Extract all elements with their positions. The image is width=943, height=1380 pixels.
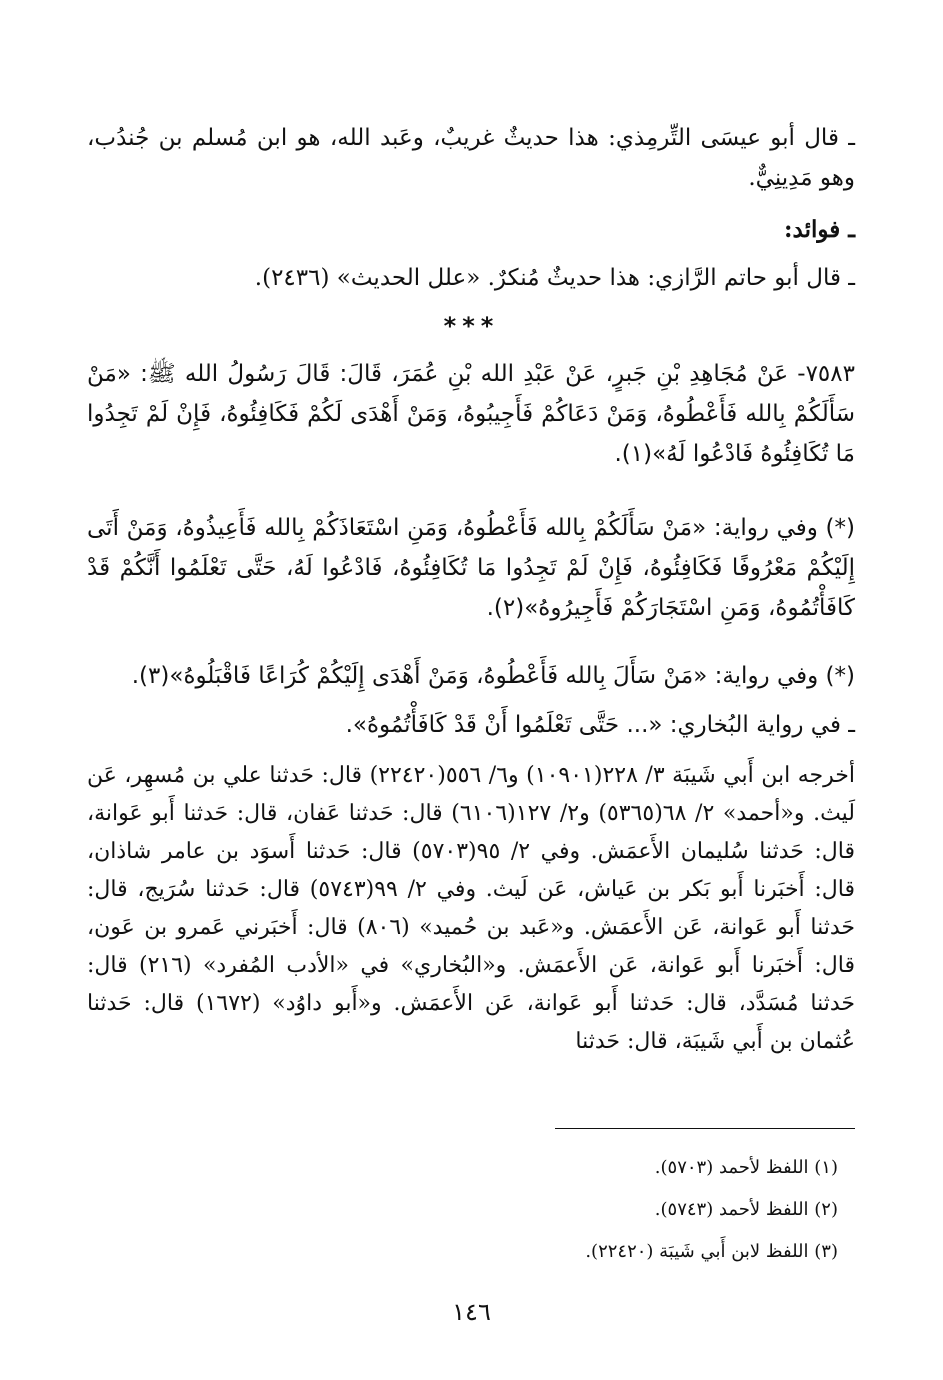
hadith-block xyxy=(87,354,855,474)
page-number: ١٤٦ xyxy=(452,1298,491,1326)
footnote-1: (١) اللفظ لأحمد (٥٧٠٣). xyxy=(654,1157,838,1178)
abu-hatim-remark: ـ قال أبو حاتم الرَّازي: هذا حديثٌ مُنكرٌ. «علل الحديث» (٢٤٣٦). xyxy=(254,265,855,291)
fawaid-heading: ـ فوائد: xyxy=(784,216,855,243)
riwaya-2-block xyxy=(87,656,855,696)
tirmidhi-remark: ـ قال أبو عيسَى التِّرمِذي: هذا حديثٌ غريبٌ، وعَبد الله، هو ابن مُسلم بن جُندُب، وهو مَدِينِيٌّ. xyxy=(87,125,855,191)
abu-hatim-remark-block xyxy=(87,258,855,298)
footnote-2: (٢) اللفظ لأحمد (٥٧٤٣). xyxy=(654,1199,838,1220)
takhrij-block xyxy=(87,757,855,1061)
riwaya-3: ـ في رواية البُخاري: «... حَتَّى تَعْلَمُوا أَنْ قَدْ كَافَأْتُمُوهُ». xyxy=(345,712,855,738)
takhrij-text: أخرجه ابن أَبي شَيبَة ٣/ ٢٢٨(١٠٩٠١) و٦/ ٥٥٦(٢٢٤٢٠) قال: حَدثنا علي بن مُسهِر، عَن لَيث. و«أحمد» ٢/ ٦٨(٥٣٦٥) و٢/ ١٢٧(٦١٠٦) قال: حَدثنا عَفان، قال: حَدثنا أَبو عَوانة، قال: حَدثنا سُليمان الأَعمَش. وفي ٢/ ٩٥(٥٧٠٣) قال: حَدثنا أَسوَد بن عامر شاذان، قال: أَخبَرنا أَبو بَكر بن عَياش، عَن لَيث. وفي ٢/ ٩٩(٥٧٤٣) قال: حَدثنا سُرَيج، قال: حَدثنا أَبو عَوانة، عَن الأَعمَش. و«عَبد بن حُميد» (٨٠٦) قال: أَخبَرني عَمرو بن عَون، قال: أَخبَرنا أَبو عَوانة، عَن الأَعمَش. و«البُخاري» في «الأدب المُفرد» (٢١٦) قال: حَدثنا مُسَدَّد، قال: حَدثنا أَبو عَوانة، عَن الأَعمَش. و«أَبو داوُد» (١٦٧٢) قال: حَدثنا عُثمان بن أَبي شَيبَة، قال: حَدثنا xyxy=(87,763,856,1054)
footnote-3: (٣) اللفظ لابن أَبي شَيبَة (٢٢٤٢٠). xyxy=(585,1241,838,1262)
fawaid-heading-block xyxy=(87,210,855,250)
riwaya-2: (*) وفي رواية: «مَنْ سَأَلَ بِالله فَأَعْطُوهُ، وَمَنْ أَهْدَى إِلَيْكُمْ كُرَاعًا فَاقْبَلُوهُ»(٣). xyxy=(131,663,855,689)
tirmidhi-comment xyxy=(87,118,855,198)
riwaya-3-block xyxy=(87,705,855,745)
footnote-divider xyxy=(555,1128,855,1129)
riwaya-1-block xyxy=(87,508,855,628)
section-separator: *** xyxy=(443,312,500,340)
hadith-text: ٧٥٨٣- عَنْ مُجَاهِدِ بْنِ جَبرٍ، عَنْ عَبْدِ الله بْنِ عُمَرَ، قَالَ: قَالَ رَسُولُ الله ﷺ: «مَنْ سَأَلَكُمْ بِالله فَأَعْطُوهُ، وَمَنْ دَعَاكُمْ فَأَجِيبُوهُ، وَمَنْ أَهْدَى لَكُمْ فَكَافِئُوهُ، فَإِنْ لَمْ تَجِدُوا مَا تُكَافِئُوهُ فَادْعُوا لَهُ»(١). xyxy=(87,361,855,467)
riwaya-1: (*) وفي رواية: «مَنْ سَأَلَكُمْ بِالله فَأَعْطُوهُ، وَمَنِ اسْتَعَاذَكُمْ بِالله فَأَعِيذُوهُ، وَمَنْ أَتَى إِلَيْكُمْ مَعْرُوفًا فَكَافِئُوهُ، فَإِنْ لَمْ تَجِدُوا مَا تُكَافِئُوهُ، فَادْعُوا لَهُ، حَتَّى تَعْلَمُوا أَنَّكُمْ قَدْ كَافَأْتُمُوهُ، وَمَنِ اسْتَجَارَكُمْ فَأَجِيرُوهُ»(٢). xyxy=(87,515,855,621)
